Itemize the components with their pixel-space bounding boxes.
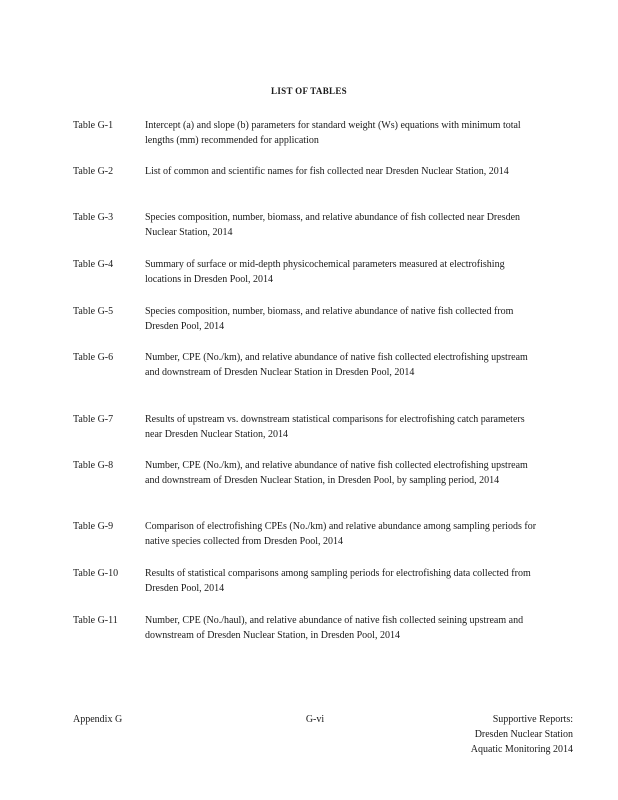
- table-description: Intercept (a) and slope (b) parameters for standard weight (Ws) equations with minimum total lengths (mm) recommended for application: [145, 120, 521, 146]
- table-description: List of common and scientific names for fish collected near Dresden Nuclear Station, 2014: [145, 166, 509, 177]
- table-description: Number, CPE (No./km), and relative abundance of native fish collected electrofishing upstream and downstream of Dresden Nuclear Station, in Dresden Pool, by sampling period, 2014: [145, 460, 528, 486]
- table-description: Summary of surface or mid-depth physicochemical parameters measured at electrofishing locations in Dresden Pool, 2014: [145, 259, 505, 285]
- table-label: Table G-3: [73, 212, 114, 223]
- table-label: Table G-6: [73, 352, 114, 363]
- table-label: Table G-2: [73, 166, 114, 177]
- page-number: G-vi: [305, 714, 325, 725]
- table-description: Species composition, number, biomass, and relative abundance of fish collected near Dresden Nuclear Station, 2014: [145, 212, 521, 238]
- table-description: Results of upstream vs. downstream statistical comparisons for electrofishing catch parameters near Dresden Nuclear Station, 2014: [145, 414, 525, 440]
- table-label: Table G-1: [73, 120, 114, 131]
- table-label: Table G-4: [73, 259, 114, 270]
- footer-report-line: Supportive Reports:: [492, 714, 573, 725]
- table-description: Species composition, number, biomass, and relative abundance of native fish collected from Dresden Pool, 2014: [145, 306, 514, 332]
- table-description: Number, CPE (No./km), and relative abundance of native fish collected electrofishing upstream and downstream of Dresden Nuclear Station in Dresden Pool, 2014: [145, 352, 528, 378]
- table-label: Table G-7: [73, 414, 114, 425]
- table-description: Comparison of electrofishing CPEs (No./km) and relative abundance among sampling periods for native species collected from Dresden Pool, 2014: [145, 521, 537, 547]
- table-label: Table G-5: [73, 306, 114, 317]
- footer-appendix: Appendix G: [73, 714, 123, 725]
- page-title: LIST OF TABLES: [271, 86, 347, 96]
- table-label: Table G-11: [73, 615, 118, 626]
- footer-report-line: Aquatic Monitoring 2014: [470, 744, 573, 755]
- table-label: Table G-10: [73, 568, 119, 579]
- footer-report-info: [373, 712, 573, 757]
- table-description: Results of statistical comparisons among sampling periods for electrofishing data collected from Dresden Pool, 2014: [145, 568, 531, 594]
- table-description: Number, CPE (No./haul), and relative abundance of native fish collected seining upstream and downstream of Dresden Nuclear Station, in Dresden Pool, 2014: [145, 615, 524, 641]
- table-label: Table G-8: [73, 460, 114, 471]
- footer-report-line: Dresden Nuclear Station: [474, 729, 573, 740]
- table-label: Table G-9: [73, 521, 114, 532]
